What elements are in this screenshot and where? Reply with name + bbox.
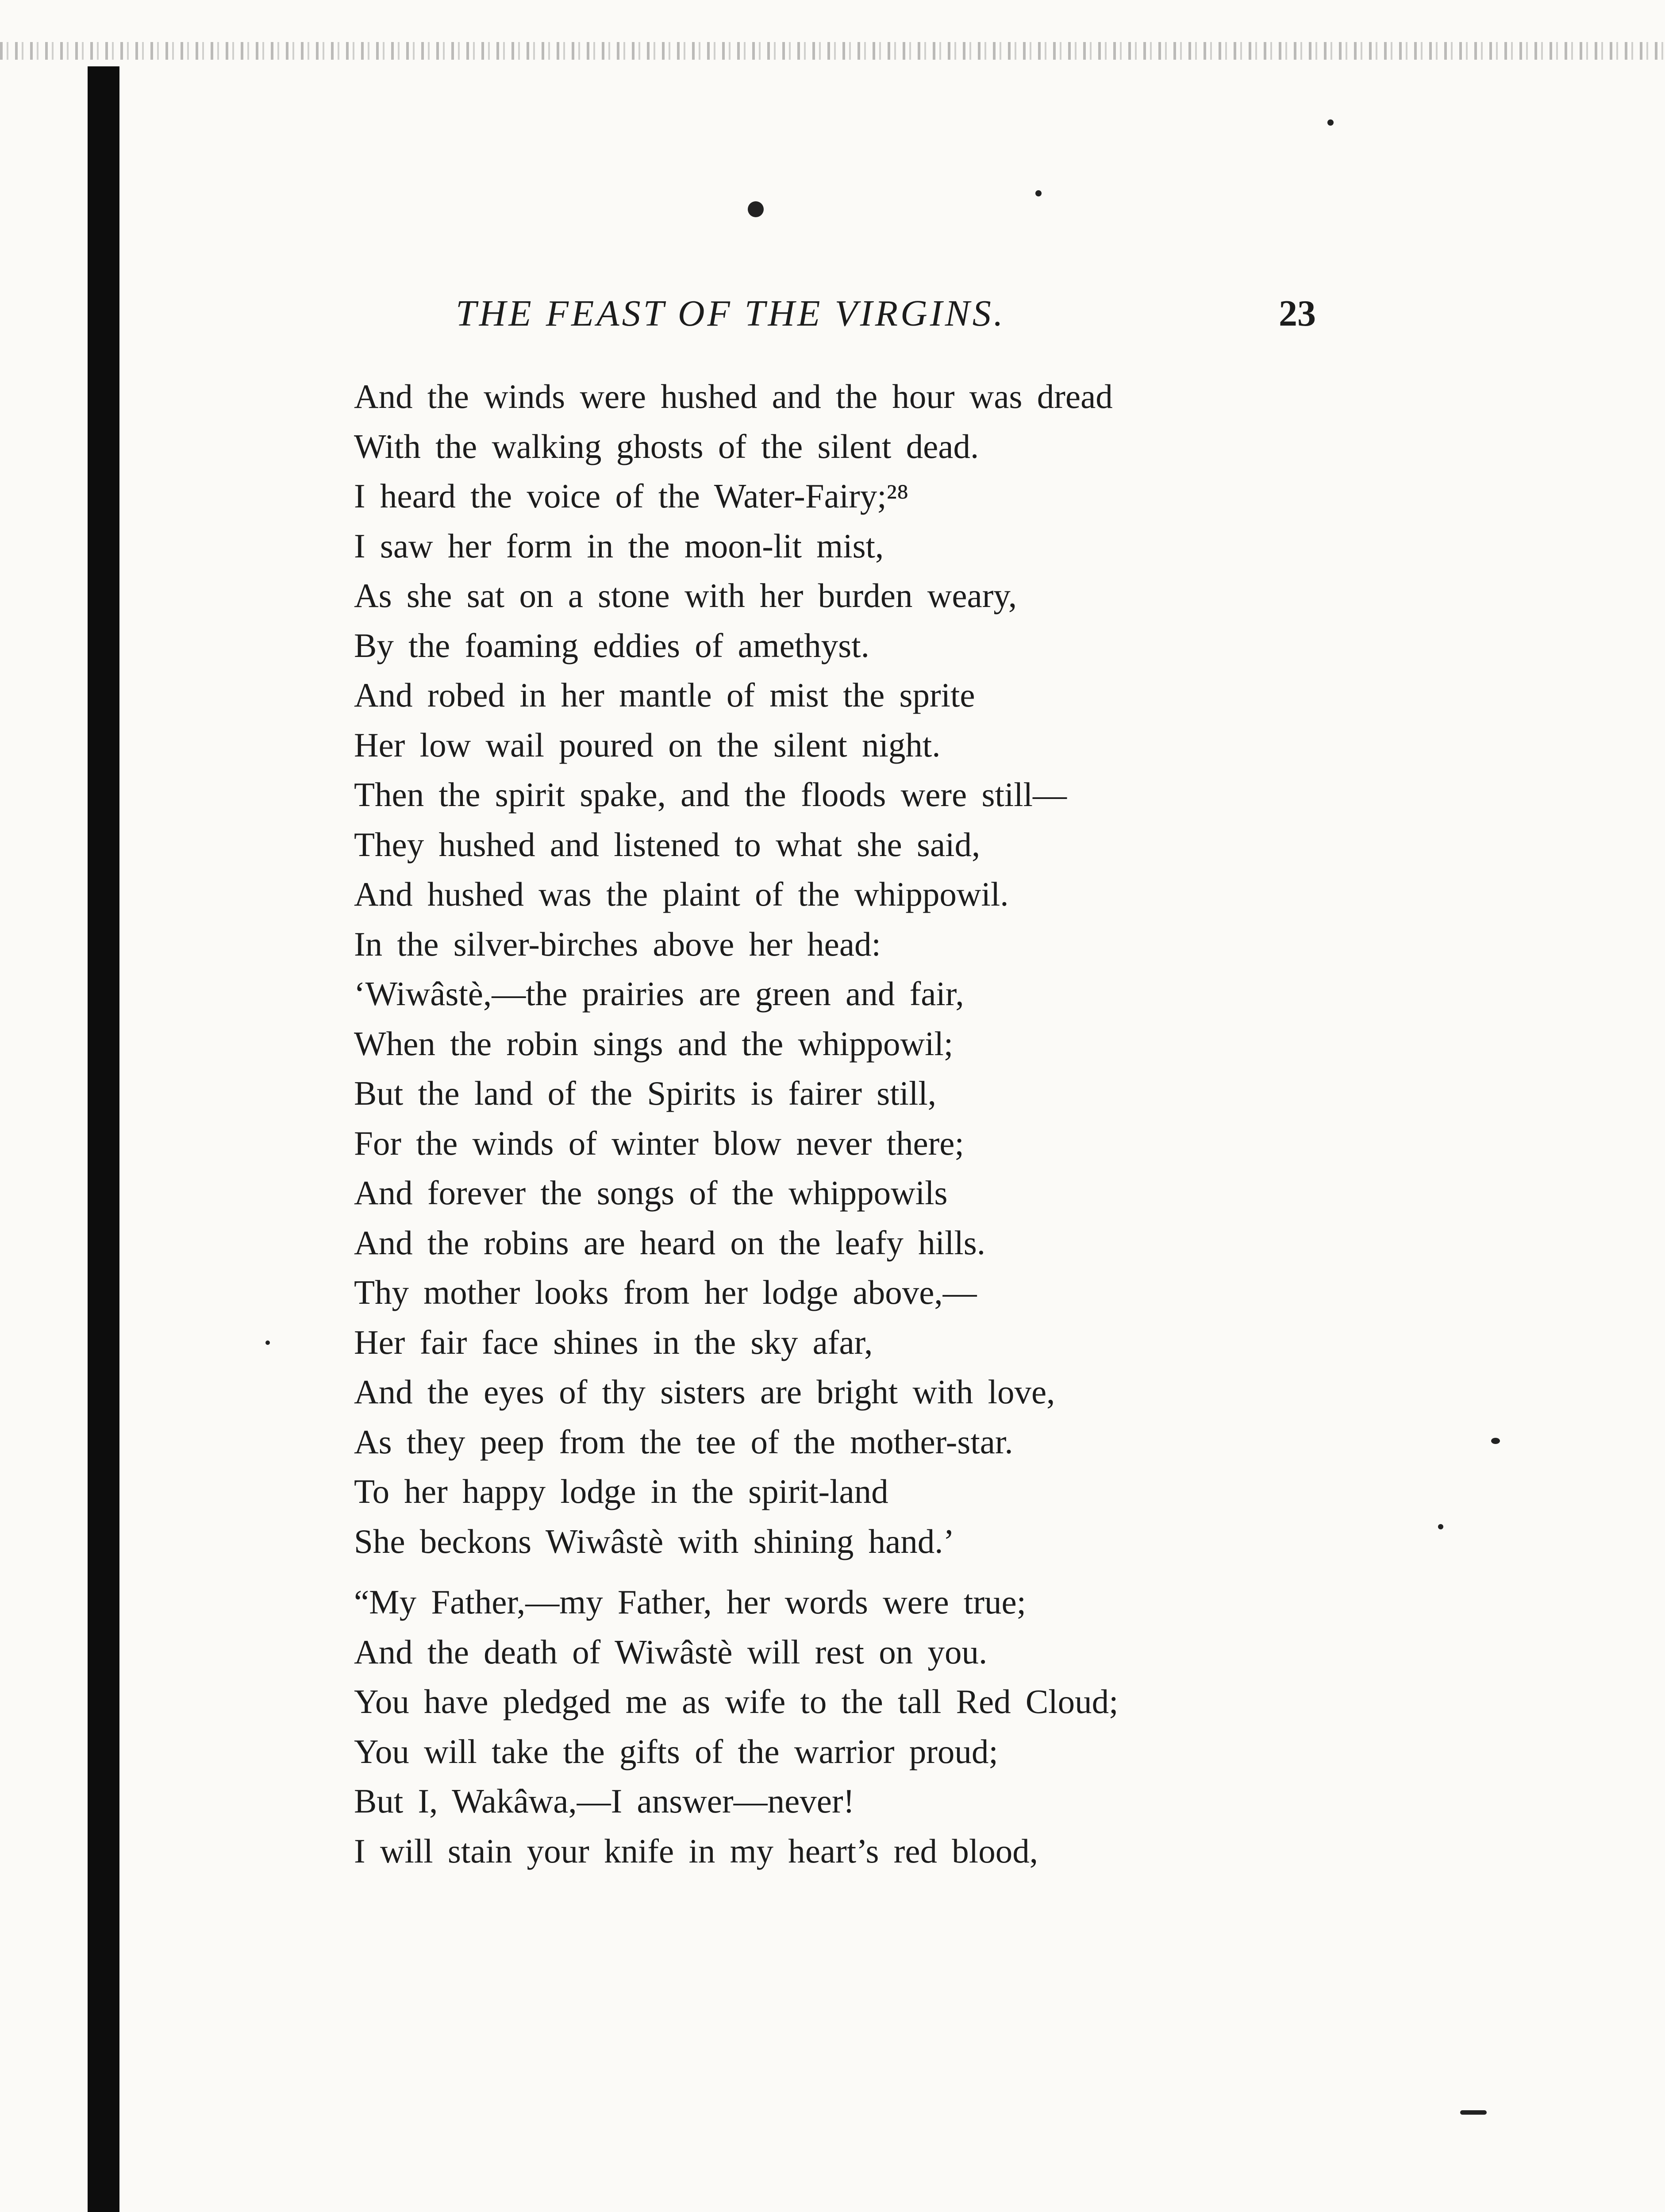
scan-speck [748, 201, 764, 217]
poem-line: To her happy lodge in the spirit-land [354, 1472, 888, 1510]
poem-stanza [354, 372, 1664, 1566]
poem-line: ‘Wiwâstè,—the prairies are green and fair, [354, 975, 964, 1013]
poem-line: And the eyes of thy sisters are bright with love, [354, 1373, 1055, 1411]
poem-line: Then the spirit spake, and the floods were still— [354, 776, 1067, 814]
poem-line: And the robins are heard on the leafy hills. [354, 1223, 986, 1262]
poem-line: In the silver-birches above her head: [354, 925, 881, 963]
scan-binding-shadow [88, 66, 119, 2212]
scan-top-edge-noise [0, 42, 1665, 60]
poem-line: And the winds were hushed and the hour was dread [354, 377, 1113, 415]
poem-line: As she sat on a stone with her burden weary, [354, 576, 1017, 614]
scan-speck [1035, 190, 1042, 196]
running-header: THE FEAST OF THE VIRGINS. [456, 293, 1006, 334]
poem-line: But I, Wakâwa,—I answer—never! [354, 1782, 855, 1820]
poem-line: By the foaming eddies of amethyst. [354, 626, 869, 664]
scan-speck [1460, 2110, 1487, 2115]
poem-line: I saw her form in the moon-lit mist, [354, 526, 884, 565]
poem-line: I will stain your knife in my heart’s red blood, [354, 1832, 1038, 1870]
poem-line: With the walking ghosts of the silent dead. [354, 427, 979, 465]
poem-stanza [354, 1577, 1664, 1876]
poem-line: Thy mother looks from her lodge above,— [354, 1273, 977, 1311]
scan-speck [1327, 119, 1334, 126]
poem-line: When the robin sings and the whippowil; [354, 1024, 954, 1063]
poem-line: You will take the gifts of the warrior proud; [354, 1732, 998, 1770]
poem-line: “My Father,—my Father, her words were true; [354, 1583, 1027, 1621]
poem-line: For the winds of winter blow never there; [354, 1124, 964, 1162]
poem-line: And hushed was the plaint of the whippowil. [354, 875, 1009, 913]
poem-line: And forever the songs of the whippowils [354, 1174, 948, 1212]
poem-line: And the death of Wiwâstè will rest on you. [354, 1632, 988, 1671]
poem-line: She beckons Wiwâstè with shining hand.’ [354, 1522, 955, 1560]
poem-line: As they peep from the tee of the mother-star. [354, 1422, 1013, 1461]
poem-line: I heard the voice of the Water-Fairy;²⁸ [354, 477, 909, 515]
poem-line: And robed in her mantle of mist the sprite [354, 676, 975, 714]
poem-line: They hushed and listened to what she said, [354, 825, 981, 864]
poem-line: Her low wail poured on the silent night. [354, 726, 941, 764]
page-number: 23 [1279, 293, 1316, 334]
scan-speck [265, 1340, 270, 1345]
poem-line: But the land of the Spirits is fairer still, [354, 1074, 937, 1112]
poem-line: Her fair face shines in the sky afar, [354, 1323, 873, 1361]
poem-line: You have pledged me as wife to the tall Red Cloud; [354, 1682, 1119, 1720]
